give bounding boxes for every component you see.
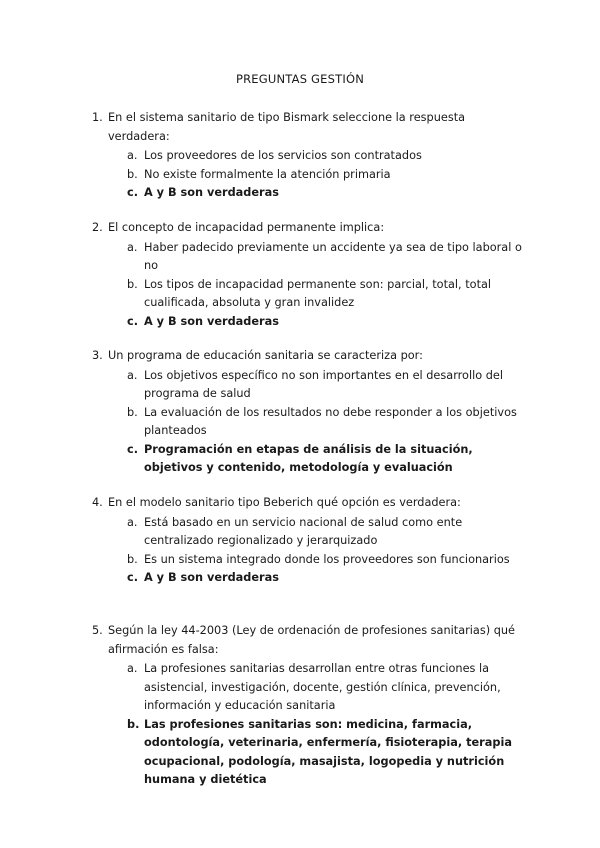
option-letter: b. [127,552,138,566]
option-letter: c. [127,571,138,584]
option-letter: b. [127,167,138,181]
question-2 [92,219,522,331]
question-number: 1. [92,111,103,124]
page-title: PREGUNTAS GESTIÓN [235,72,365,86]
option-text: A y B son verdaderas [144,314,279,328]
option-letter: a. [127,662,138,675]
question-4 [92,494,522,588]
option-letter: c. [127,186,138,199]
option-a [92,660,522,716]
option-c-correct [92,184,522,203]
option-text: A y B son verdaderas [144,186,279,199]
option-text: Es un sistema integrado donde los proveedores son funcionarios [144,552,510,566]
option-text: Los objetivos específico no son importantes en el desarrollo del programa de salud [144,368,503,400]
option-text: Los proveedores de los servicios son contratados [144,149,422,162]
question-stem [92,347,522,366]
option-text: Los tipos de incapacidad permanente son: parcial, total, total cualificada, absoluta y gran invalidez [144,277,492,309]
option-letter: a. [127,149,138,162]
option-b [92,166,522,185]
option-text: A y B son verdaderas [144,571,279,584]
question-text: Según la ley 44-2003 (Ley de ordenación de profesiones sanitarias) qué afirmación es falsa: [108,624,515,656]
option-text: Las profesiones sanitarias son: medicina, farmacia, odontología, veterinaria, enfermería, fisioterapia, terapia ocupacional, podología, masajista, logopedia y nutrición humana y dietética [144,717,512,786]
option-letter: a. [127,368,138,382]
option-a [92,514,522,551]
option-list [92,660,522,790]
option-text: No existe formalmente la atención primaria [144,167,391,181]
option-list [92,239,522,332]
option-b-correct [92,716,522,790]
question-1 [92,109,522,203]
option-a [92,147,522,166]
option-list [92,514,522,588]
option-b [92,276,522,313]
question-number: 5. [92,624,103,637]
option-letter: a. [127,240,138,254]
question-5 [92,622,522,790]
option-text: Haber padecido previamente un accidente ya sea de tipo laboral o no [144,240,522,272]
option-c-correct [92,441,522,478]
question-3 [92,347,522,478]
option-letter: b. [127,717,140,731]
option-a [92,239,522,276]
question-stem [92,622,522,659]
question-text: En el sistema sanitario de tipo Bismark seleccione la respuesta verdadera: [108,111,466,143]
option-text: La evaluación de los resultados no debe responder a los objetivos planteados [144,405,517,437]
option-c-correct [92,313,522,332]
question-number: 3. [92,349,103,362]
option-letter: b. [127,405,138,419]
option-list [92,147,522,203]
option-c-correct [92,569,522,588]
option-text: La profesiones sanitarias desarrollan entre otras funciones la asistencial, investigación, docente, gestión clínica, prevención, información y educación sanitaria [144,662,501,712]
option-text: Programación en etapas de análisis de la situación, objetivos y contenido, metodología y evaluación [144,442,473,474]
option-letter: a. [127,515,138,529]
option-b [92,551,522,570]
option-b [92,404,522,441]
question-number: 4. [92,496,103,509]
option-list [92,367,522,478]
question-stem [92,109,522,146]
option-text: Está basado en un servicio nacional de salud como ente centralizado regionalizado y jerarquizado [144,515,463,547]
question-text: Un programa de educación sanitaria se caracteriza por: [108,349,423,362]
question-stem [92,219,522,238]
question-number: 2. [92,221,103,234]
question-stem [92,494,522,513]
option-letter: c. [127,442,138,456]
question-text: El concepto de incapacidad permanente implica: [108,221,385,234]
option-letter: c. [127,314,138,328]
option-letter: b. [127,277,138,291]
question-text: En el modelo sanitario tipo Beberich qué opción es verdadera: [108,496,461,509]
option-a [92,367,522,404]
